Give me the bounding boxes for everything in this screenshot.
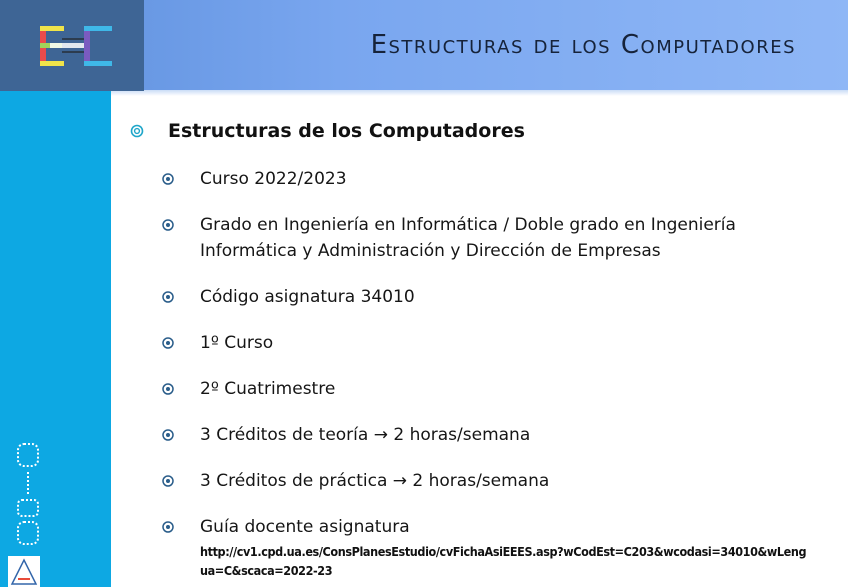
university-logo-icon: [8, 556, 40, 587]
dtic-logo-icon: [8, 438, 44, 548]
bullet-icon: [162, 521, 174, 533]
bullet-icon: [162, 429, 174, 441]
list-item-label: 3 Créditos de teoría → 2 horas/semana: [200, 425, 531, 445]
bullet-icon: [162, 173, 174, 185]
main-heading: Estructuras de los Computadores: [168, 120, 525, 142]
bullet-icon: [162, 291, 174, 303]
bullet-icon: [162, 219, 174, 231]
slide-title: Estructuras de los Computadores: [370, 30, 796, 60]
bullet-icon: [130, 124, 144, 138]
logo-box: [0, 0, 144, 91]
ec-logo-icon: [36, 24, 116, 68]
main-heading-row: [130, 116, 830, 148]
list-item-label: Guía docente asignatura: [200, 517, 410, 537]
bullet-icon: [162, 337, 174, 349]
list-item-label: 2º Cuatrimestre: [200, 379, 336, 399]
list-item-label: Curso 2022/2023: [200, 169, 347, 189]
list-item-label: Código asignatura 34010: [200, 287, 415, 307]
bullet-icon: [162, 475, 174, 487]
list-item-label: 1º Curso: [200, 333, 274, 353]
bullet-icon: [162, 383, 174, 395]
slide-content: [130, 116, 830, 578]
course-guide-link[interactable]: http://cv1.cpd.ua.es/ConsPlanesEstudio/cvFichaAsiEEES.asp?wCodEst=C203&wcodasi=34010&wLengua=C&scaca=2022-23: [200, 544, 807, 578]
list-item-label: 3 Créditos de práctica → 2 horas/semana: [200, 471, 550, 491]
list-item-label: Grado en Ingeniería en Informática / Doble grado en Ingeniería Informática y Administración y Dirección de Empresas: [200, 215, 736, 261]
